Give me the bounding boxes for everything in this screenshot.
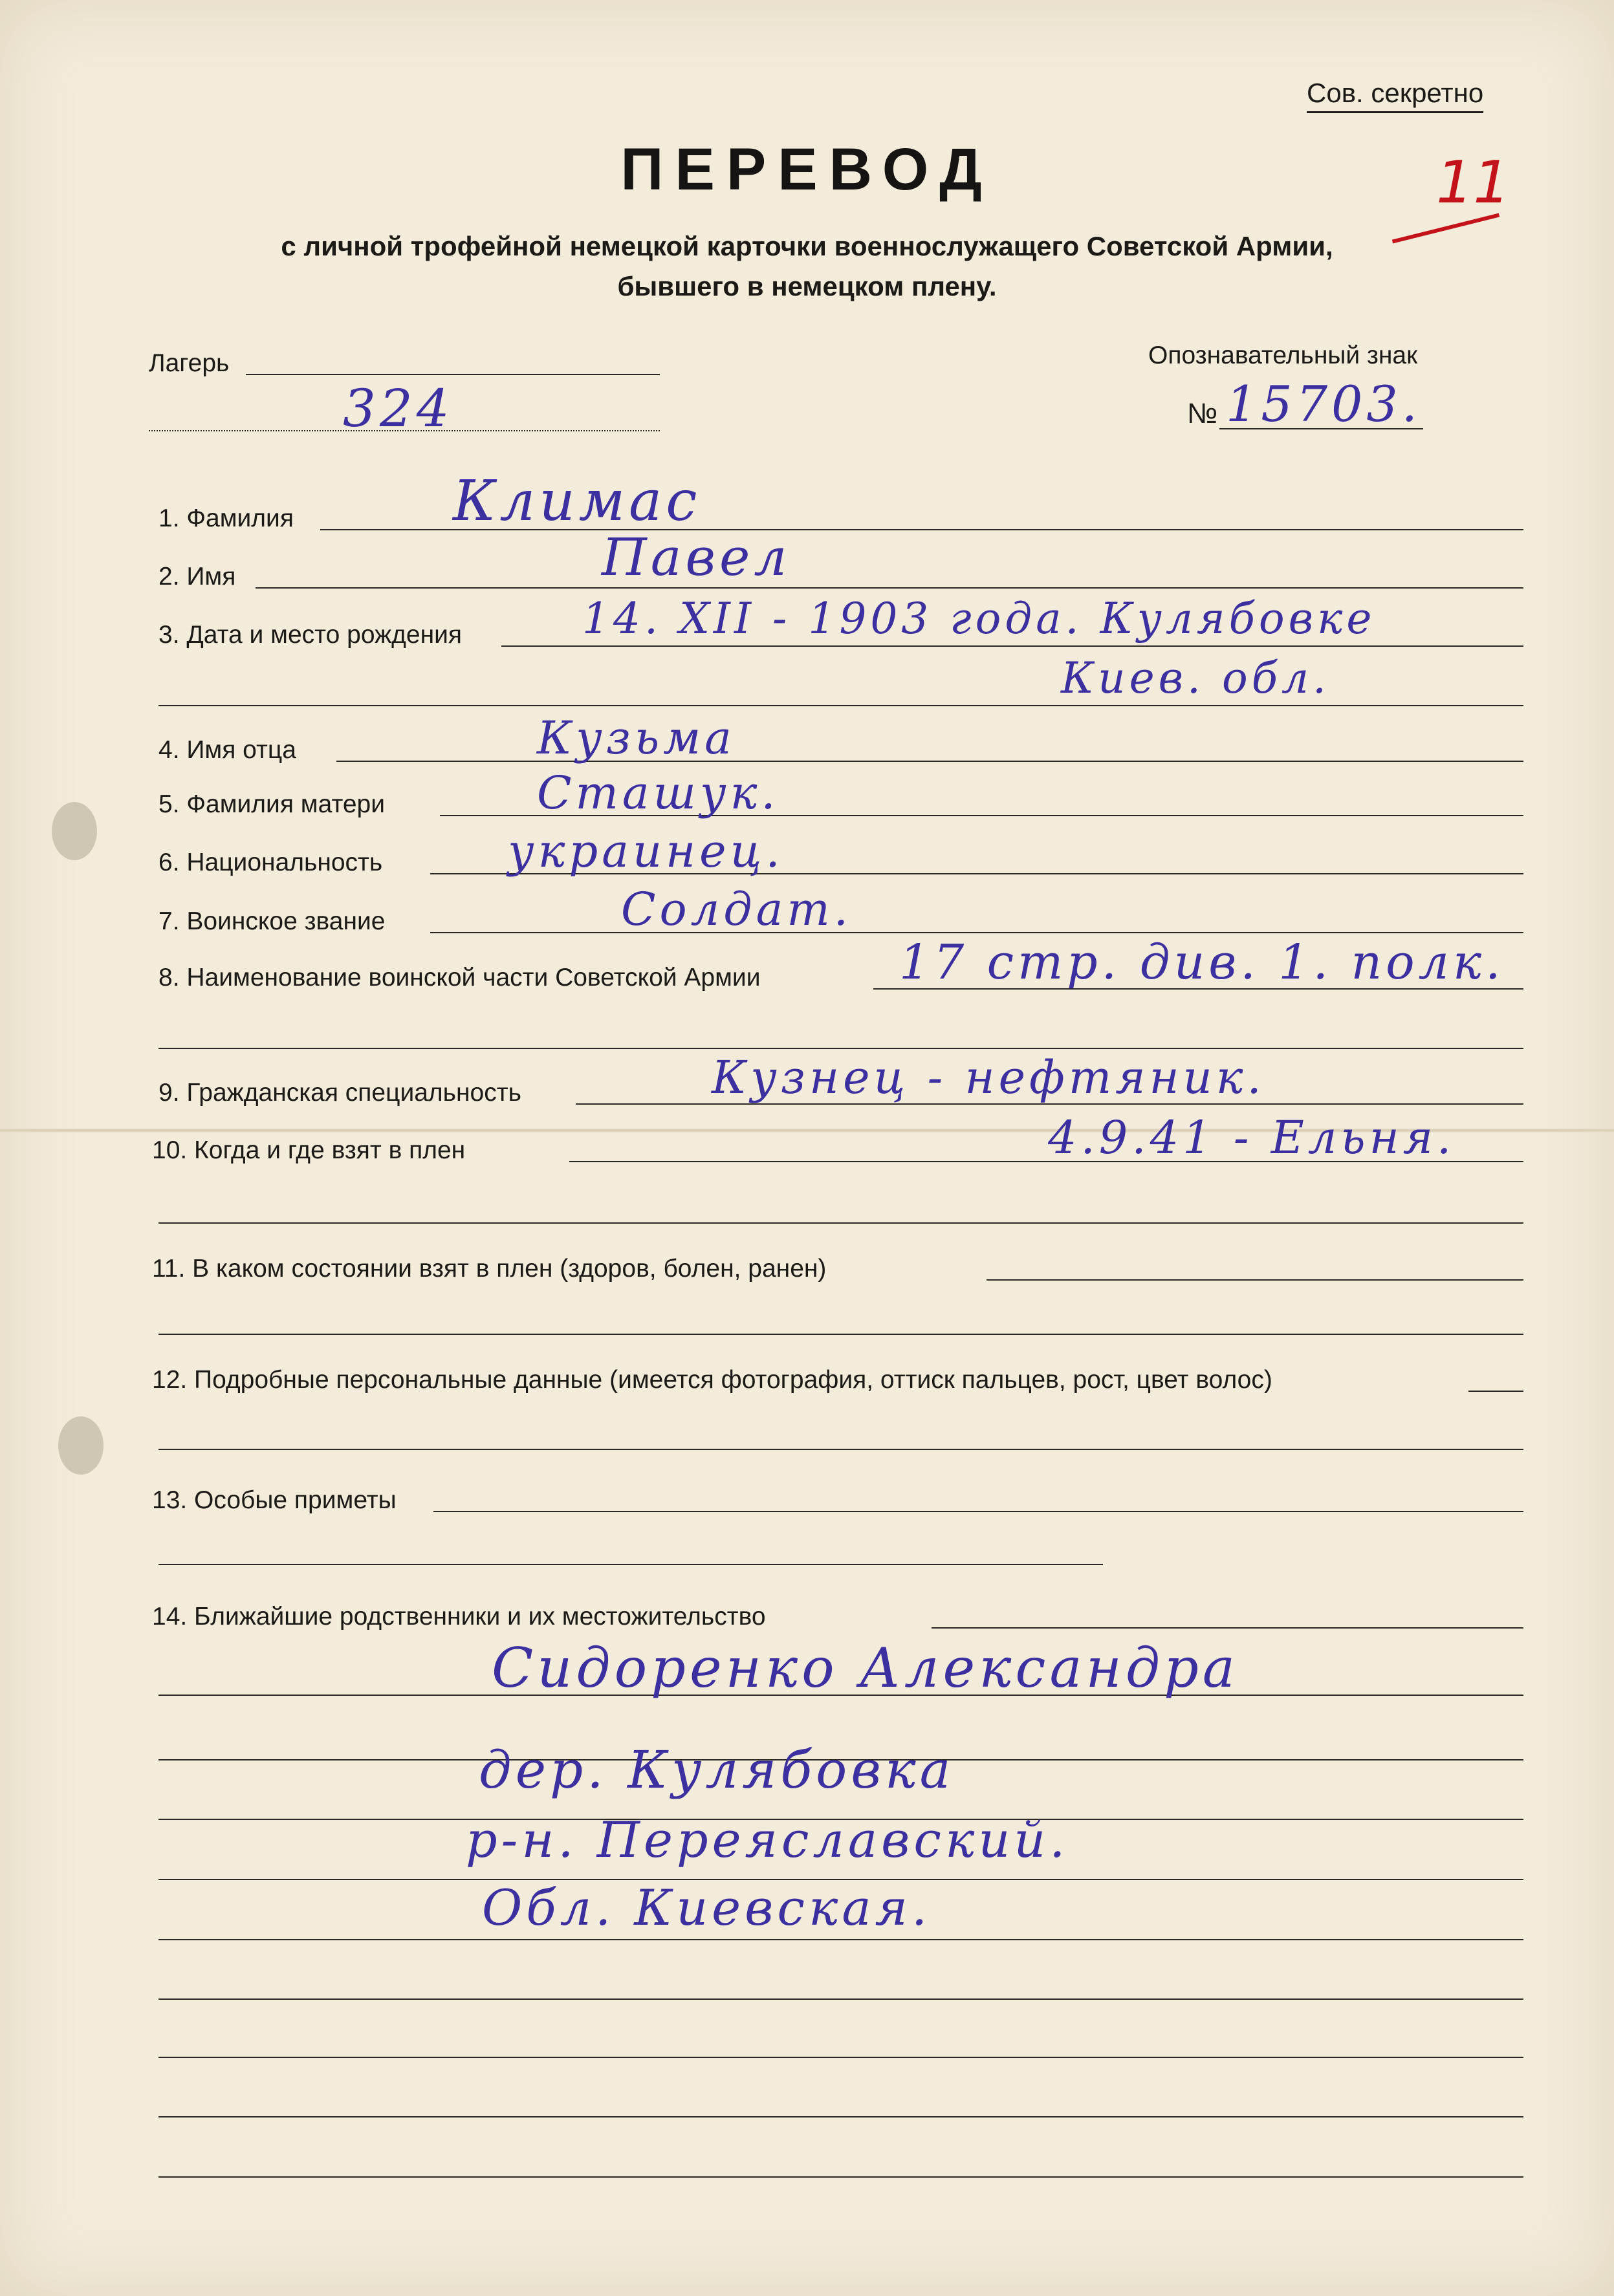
birth-value-2: Киев. обл. bbox=[1061, 653, 1331, 703]
camp-value: 324 bbox=[343, 378, 453, 439]
father-value: Кузьма bbox=[537, 711, 736, 764]
unit-value: 17 стр. див. 1. полк. bbox=[899, 935, 1505, 990]
relatives-line-10 bbox=[158, 2176, 1523, 2178]
id-tag-label: Опознавательный знак bbox=[1148, 341, 1418, 369]
relatives-value-2: дер. Кулябовка bbox=[479, 1740, 955, 1800]
document-subtitle bbox=[129, 226, 1485, 307]
personal-data-line-1 bbox=[1468, 1391, 1523, 1392]
birth-line-1 bbox=[501, 645, 1523, 647]
captured-line-2 bbox=[158, 1222, 1523, 1224]
profession-value: Кузнец - нефтяник. bbox=[712, 1051, 1265, 1104]
unit-label: 8. Наименование воинской части Советской Армии bbox=[158, 964, 761, 991]
relatives-line-9 bbox=[158, 2116, 1523, 2117]
relatives-value-1: Сидоренко Александра bbox=[492, 1636, 1239, 1700]
captured-value: 4.9.41 - Ельня. bbox=[1048, 1111, 1456, 1164]
personal-data-label: 12. Подробные персональные данные (имеется фотография, оттиск пальцев, рост, цвет волос) bbox=[152, 1366, 1272, 1394]
document-title: ПЕРЕВОД bbox=[620, 136, 994, 202]
name-value: Павел bbox=[602, 527, 791, 587]
special-marks-label: 13. Особые приметы bbox=[152, 1486, 397, 1514]
red-pencil-mark: 11 bbox=[1436, 149, 1510, 217]
rank-line bbox=[430, 932, 1523, 933]
surname-label: 1. Фамилия bbox=[158, 504, 294, 532]
relatives-value-4: Обл. Киевская. bbox=[482, 1879, 932, 1936]
punch-hole-top bbox=[52, 802, 97, 860]
id-tag-number-sign: № bbox=[1187, 398, 1218, 429]
unit-line-2 bbox=[158, 1048, 1523, 1049]
relatives-line-7 bbox=[158, 1998, 1523, 2000]
relatives-label: 14. Ближайшие родственники и их местожительство bbox=[152, 1603, 766, 1630]
camp-line-1 bbox=[246, 374, 660, 375]
relatives-line-8 bbox=[158, 2057, 1523, 2058]
profession-label: 9. Гражданская специальность bbox=[158, 1079, 521, 1107]
rank-value: Солдат. bbox=[621, 883, 852, 936]
relatives-value-3: р-н. Переяславский. bbox=[466, 1811, 1069, 1868]
camp-label: Лагерь bbox=[149, 349, 230, 377]
birth-line-2 bbox=[158, 705, 1523, 706]
mother-value: Сташук. bbox=[537, 766, 780, 819]
condition-line-1 bbox=[987, 1279, 1523, 1281]
subtitle-line-1: с личной трофейной немецкой карточки военнослужащего Советской Армии, bbox=[281, 231, 1333, 261]
surname-value: Климас bbox=[453, 469, 701, 534]
name-label: 2. Имя bbox=[158, 563, 236, 590]
father-line bbox=[336, 761, 1523, 762]
special-marks-line-1 bbox=[433, 1511, 1523, 1512]
name-line bbox=[256, 587, 1523, 589]
captured-label: 10. Когда и где взят в плен bbox=[152, 1136, 466, 1164]
special-marks-line-2 bbox=[158, 1564, 1103, 1565]
subtitle-line-2: бывшего в немецком плену. bbox=[617, 271, 997, 301]
birth-label: 3. Дата и место рождения bbox=[158, 621, 463, 649]
id-tag-value: 15703. bbox=[1226, 375, 1421, 433]
relatives-line-6 bbox=[158, 1939, 1523, 1940]
classification-stamp: Сов. секретно bbox=[1307, 78, 1483, 113]
father-label: 4. Имя отца bbox=[158, 736, 296, 764]
nationality-value: украинец. bbox=[508, 825, 784, 878]
birth-value: 14. XII - 1903 года. Кулябовке bbox=[582, 594, 1376, 644]
condition-line-2 bbox=[158, 1334, 1523, 1335]
punch-hole-bottom bbox=[58, 1416, 104, 1475]
rank-label: 7. Воинское звание bbox=[158, 907, 386, 935]
condition-label: 11. В каком состоянии взят в плен (здоров, болен, ранен) bbox=[152, 1255, 827, 1283]
nationality-label: 6. Национальность bbox=[158, 849, 383, 876]
relatives-line-1 bbox=[932, 1627, 1523, 1629]
mother-label: 5. Фамилия матери bbox=[158, 790, 386, 818]
personal-data-line-2 bbox=[158, 1449, 1523, 1450]
